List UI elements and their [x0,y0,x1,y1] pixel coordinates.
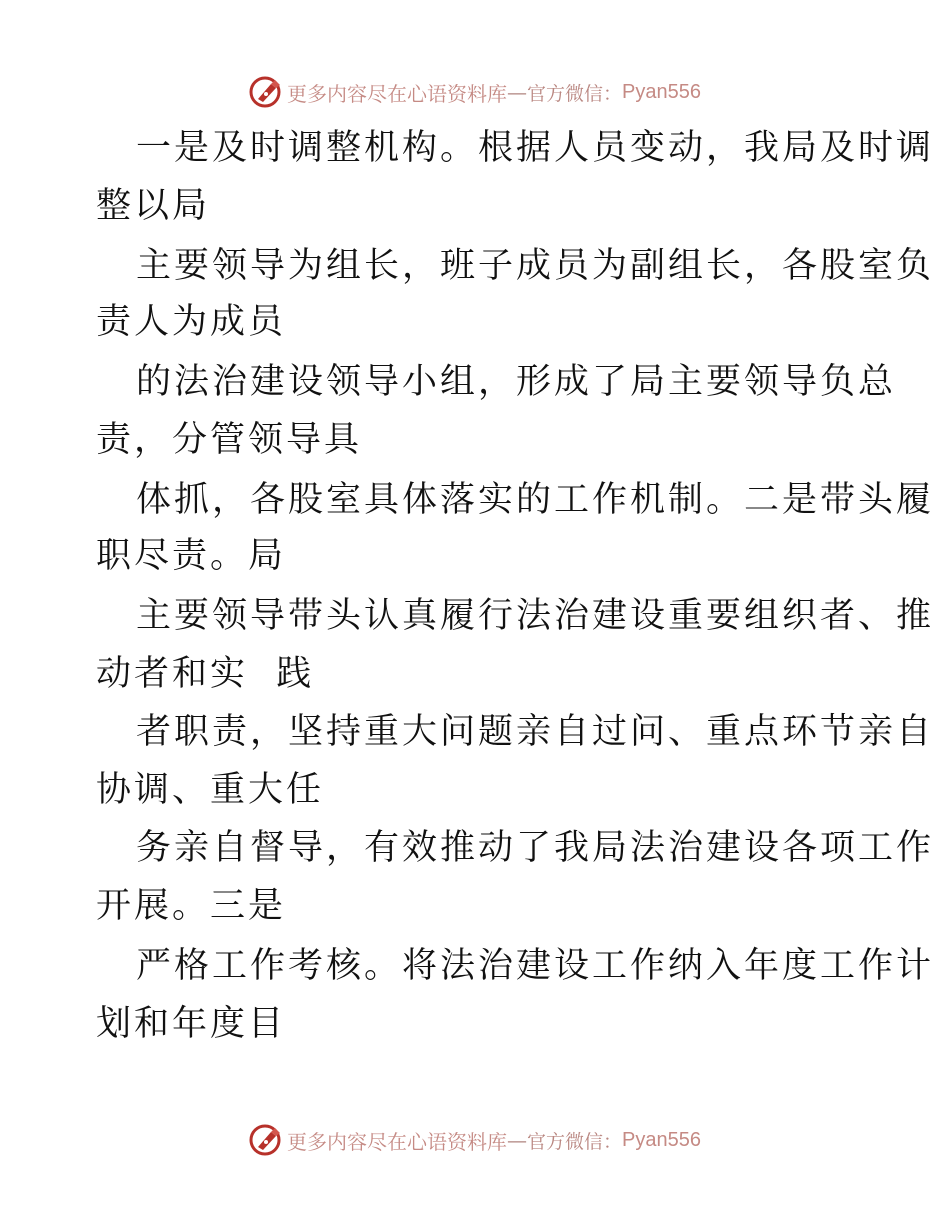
header-brand-text: 更多内容尽在心语资料库 [287,81,507,106]
header-banner [0,72,950,112]
footer-wechat-label: 官方微信： [527,1130,623,1153]
body-line: 责，分管领导具 [96,420,363,460]
body-line: 务亲自督导，有效推动了我局法治建设各项工作 [136,828,935,868]
body-line: 责人为成员 [96,302,287,342]
body-line: 主要领导为组长，班子成员为副组长，各股室负 [136,246,935,286]
body-line: 开展。三是 [96,886,287,926]
body-line: 严格工作考核。将法治建设工作纳入年度工作计 [136,946,935,986]
header-wechat-id: Pyan556 [622,80,701,103]
header-separator: — [507,80,527,104]
body-line: 协调、重大任 [96,770,325,810]
body-line: 主要领导带头认真履行法治建设重要组织者、推 [136,596,935,636]
footer-banner [0,1120,950,1160]
footer-separator: — [507,1128,527,1152]
body-line: 者职责，坚持重大问题亲自过问、重点环节亲自 [136,712,935,752]
body-line: 职尽责。局 [96,536,287,576]
footer-wechat-id: Pyan556 [622,1128,701,1151]
pen-nib-logo-icon [249,74,285,110]
body-line: 整以局 [96,186,211,226]
footer-brand-text: 更多内容尽在心语资料库 [287,1129,507,1154]
header-wechat-label: 官方微信： [527,82,623,105]
body-line: 划和年度目 [96,1004,287,1044]
body-line: 体抓，各股室具体落实的工作机制。二是带头履 [136,480,935,520]
body-line: 一是及时调整机构。根据人员变动，我局及时调 [136,128,935,168]
body-line: 的法治建设领导小组，形成了局主要领导负总 [136,362,897,402]
body-line: 动者和实 践 [96,654,315,694]
pen-nib-logo-icon [249,1122,285,1158]
